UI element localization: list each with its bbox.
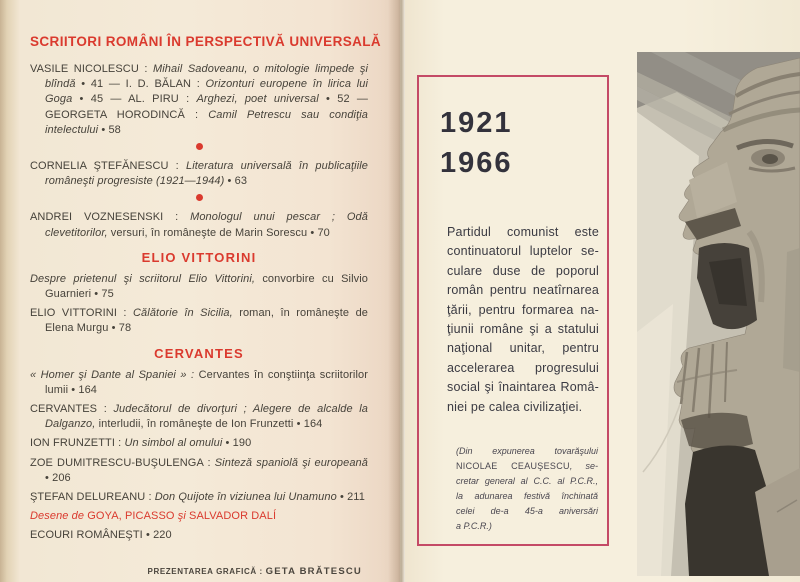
text-segment: şi [177,510,190,523]
text-segment: a P.C.R.) [456,521,492,532]
quote-line: continuatorul luptelor se- [447,244,599,259]
credit-label: PREZENTAREA GRAFICĂ : [147,566,266,576]
anniversary-quote-box [417,75,609,546]
quote-line: niei pe calea civilizaţiei. [447,399,583,414]
toc-entry [30,306,368,336]
text-segment: Sinteză spaniolă şi europeană [214,456,368,469]
quote-line: Partidul comunist este [447,225,599,239]
text-segment: • 58 [98,123,121,136]
stone-sculpture-head-illustration [637,52,800,576]
text-segment: celei de-a 45-a aniversări [456,506,598,517]
year-start: 1921 [440,107,513,139]
text-segment: • 45 — AL. PIRU : [72,93,197,106]
text-segment: Monologul unui pescar ; Odă clevetitorilor, [45,211,368,239]
anniversary-page [405,0,800,582]
design-credit [30,561,368,579]
toc-entry [30,402,368,432]
toc-entry [30,456,368,486]
text-segment: GOYA, PICASSO [87,510,178,523]
text-segment: CORNELIA ŞTEFĂNESCU : [30,160,186,173]
stone-sculpture-head-photo [637,52,800,576]
text-segment: • 211 [336,491,365,504]
toc-entry [30,62,368,138]
toc-title: SCRIITORI ROMÂNI ÎN PERSPECTIVĂ UNIVERSALĂ [30,34,382,49]
citation-line [456,504,598,519]
toc-entry [30,210,368,240]
text-segment: NICOLAE CEAUŞESCU [456,461,570,472]
party-quote-text [419,223,607,417]
text-segment: (Din expunerea tovarăşului [456,446,598,457]
year-end: 1966 [440,147,513,179]
text-segment: • 63 [224,175,248,188]
text-segment: Călătorie în Sicilia, [133,307,233,320]
text-segment: ECOURI ROMÂNEŞTI • 220 [30,529,172,542]
toc-content [30,34,382,582]
text-segment: ŞTEFAN DELUREANU : [30,491,155,504]
toc-entry [30,368,368,398]
citation-line [456,519,598,534]
text-segment: ELIO VITTORINI : [30,307,134,320]
text-segment: • 190 [222,437,252,450]
section-separator-dot [196,194,203,201]
toc-entry [30,436,368,451]
text-segment: Desene de [30,510,88,523]
text-segment: Cervantes în conştiinţa scriitorilor lumii • 164 [45,368,369,396]
toc-entry [30,272,368,302]
credit-name: GETA BRĂTESCU [265,565,362,577]
citation-line [456,459,598,474]
text-segment: versuri, în româneşte de Marin Sorescu • 70 [107,226,330,239]
citation-line [456,474,598,489]
text-segment: Judecătorul de divorţuri ; Alegere de alcalde la Dalganzo, [45,403,369,431]
text-segment: ZOE DUMITRESCU-BUŞULENGA : [30,456,215,469]
text-segment: Arghezi, poet universal [196,93,319,106]
section-separator-dot [196,143,203,150]
text-segment: SALVADOR DALÍ [189,510,277,523]
toc-list [30,62,368,544]
section-heading: CERVANTES [154,345,244,361]
text-segment: Mihail Sadoveanu, o mitologie limpede şi blîndă [45,63,368,91]
text-segment: roman, în româneşte de Elena Murgu • 78 [45,307,369,335]
text-segment: • 41 — I. D. BĂLAN : [75,78,206,91]
anniversary-years [419,77,607,183]
text-segment: Don Quijote în viziunea lui Unamuno [154,491,337,504]
quote-line: social şi înaintarea Româ- [447,380,599,395]
text-segment: « Homer şi Dante al Spaniei » : [30,368,199,381]
text-segment: cretar general al C.C. al P.C.R., [456,476,598,487]
text-segment: convorbire cu Silvio Guarnieri • 75 [45,272,368,301]
text-segment: Orizonturi europene în lirica lui Goga [45,78,368,106]
toc-entry [30,159,368,189]
quote-line: român pentru neatîrnarea [447,283,599,298]
text-segment: Literatura universală în publicaţiile româneşti progresiste (1921—1944) [45,160,368,188]
text-segment: CERVANTES : [30,403,114,416]
text-segment: • 206 [45,471,71,484]
section-heading: ELIO VITTORINI [141,249,257,265]
artists-credit-line [30,509,368,524]
text-segment: Despre prietenul şi scriitorul Elio Vittorini, [30,272,256,285]
text-segment: la adunarea festivă închinată [456,491,598,502]
citation-line [456,489,598,504]
quote-line: ţiunii române şi a statului [447,322,599,337]
quote-citation [419,444,607,534]
citation-line [456,444,598,459]
quote-line: culare duse de poporul [447,263,599,278]
toc-entry [30,490,368,505]
text-segment: ION FRUNZETTI : [30,437,125,450]
text-segment: Un simbol al omului [124,437,223,450]
quote-line: ţării, pentru formarea na- [447,302,599,317]
text-segment: • 52 — GEORGETA HORODINCĂ : [45,93,368,121]
text-segment: VASILE NICOLESCU : [30,63,153,75]
text-segment: ANDREI VOZNESENSKI : [30,211,191,224]
text-segment: , se- [569,461,598,472]
toc-entry [30,528,368,543]
text-segment: interludii, în româneşte de Ion Frunzetti • 164 [95,418,323,431]
text-segment: Camil Petrescu sau condiţia intelectului [45,108,369,136]
quote-line: naţional unitar, pentru [447,341,599,356]
quote-line: accelerarea progresului [447,360,599,375]
